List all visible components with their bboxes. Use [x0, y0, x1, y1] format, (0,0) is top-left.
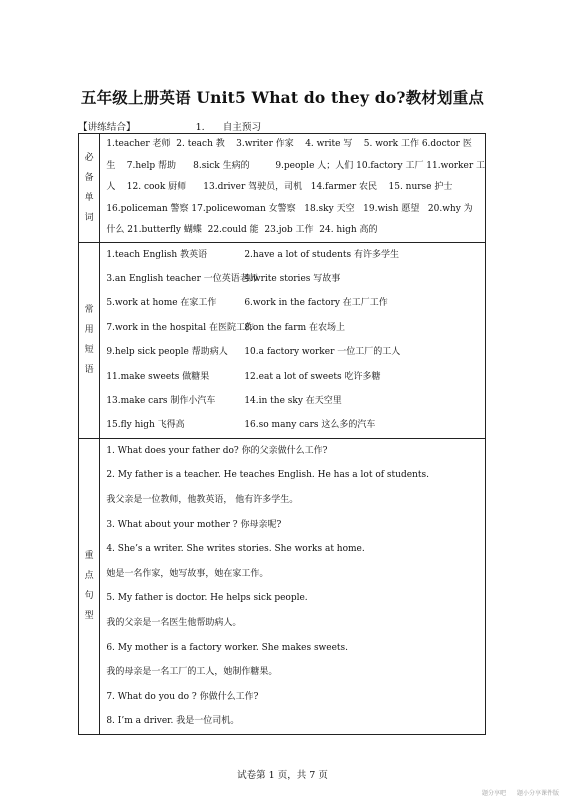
section-subheading: [78, 119, 261, 133]
vocab-line: 生 7.help 帮助 8.sick 生病的 9.people 人；人们 10.factory 工厂 11.worker 工: [106, 160, 485, 171]
phrase-item: 5.work at home 在家工作: [106, 298, 217, 309]
sentences-content: [100, 438, 486, 734]
vocab-content: [100, 134, 486, 243]
sentence-line: 1. What does your father do? 你的父亲做什么工作?: [106, 445, 328, 456]
watermark-text: 题分享吧: [482, 790, 507, 797]
phrase-item: 11.make sweets 做糖果: [106, 371, 210, 382]
phrase-item: 1.teach English 教英语: [106, 249, 208, 260]
subhead-bracket: 【讲练结合】: [78, 122, 136, 133]
sentence-line: 我的母亲是一名工厂的工人，她制作糖果。: [106, 667, 278, 678]
phrases-content: [100, 242, 486, 438]
phrase-row: [106, 316, 485, 340]
sentences-label: 重 点 句 型: [79, 438, 100, 734]
vocab-line: 1.teacher 老师 2. teach 教 3.writer 作家 4. write 写 5. work 工作 6.doctor 医: [106, 139, 472, 149]
phrase-row: [106, 291, 485, 315]
subhead-number: 1.: [195, 122, 205, 133]
vocab-label: 必 备 单 词: [79, 134, 100, 243]
phrase-row: [106, 340, 485, 364]
sentence-line: 她是一名作家，她写故事，她在家工作。: [106, 568, 269, 579]
vocab-line: 人 12. cook 厨师 13.driver 驾驶员，司机 14.farmer 农民 15. nurse 护士: [106, 182, 453, 192]
phrase-row: [106, 389, 485, 413]
sentence-line: 8. I’m a driver. 我是一位司机。: [106, 716, 240, 727]
phrase-item: 6.work in the factory 在工厂工作: [244, 298, 388, 309]
phrases-label: 常 用 短 语: [79, 242, 100, 438]
phrase-item: 12.eat a lot of sweets 吃许多糖: [244, 371, 381, 382]
phrase-item: 14.in the sky 在天空里: [244, 395, 342, 406]
phrase-item: 13.make cars 制作小汽车: [106, 395, 216, 406]
subhead-text: 自主预习: [222, 122, 262, 133]
sentence-line: 我的父亲是一名医生他帮助病人。: [106, 617, 242, 628]
phrase-row: [106, 413, 485, 437]
page-title: 五年级上册英语 Unit5 What do they do?教材划重点: [80, 88, 485, 107]
phrase-item: 3.an English teacher 一位英语老师: [106, 273, 258, 284]
key-points-table: [78, 133, 486, 735]
sentence-line: 2. My father is a teacher. He teaches English. He has a lot of students.: [106, 470, 429, 481]
phrase-item: 15.fly high 飞得高: [106, 420, 185, 431]
phrase-item: 16.so many cars 这么多的汽车: [244, 420, 376, 431]
sentence-line: 3. What about your mother ? 你母亲呢?: [106, 519, 282, 530]
phrase-item: 8.on the farm 在农场上: [244, 322, 345, 333]
phrase-item: 10.a factory worker 一位工厂的工人: [244, 347, 401, 358]
vocab-line: 什么 21.butterfly 蝴蝶 22.could 能 23.job 工作 24. high 高的: [106, 225, 378, 235]
phrases-row: [79, 242, 486, 438]
phrase-item: 4.write stories 写故事: [244, 273, 341, 284]
sentences-row: [79, 438, 486, 734]
sentence-line: 5. My father is doctor. He helps sick people.: [106, 593, 308, 604]
phrase-item: 7.work in the hospital 在医院工作: [106, 322, 254, 333]
phrase-row: [106, 243, 485, 267]
phrase-item: 9.help sick people 帮助病人: [106, 347, 228, 358]
watermark-text: 题小分享课件版: [517, 790, 560, 797]
vocab-row: [79, 134, 486, 243]
vocab-line: 16.policeman 警察 17.policewoman 女警察 18.sky 天空 19.wish 愿望 20.why 为: [106, 203, 473, 214]
page-footer: 试卷第 1 页，共 7 页: [237, 770, 328, 781]
sentence-line: 7. What do you do ? 你做什么工作?: [106, 691, 259, 702]
phrase-row: [106, 267, 485, 291]
sentence-line: 6. My mother is a factory worker. She makes sweets.: [106, 642, 349, 653]
sentence-line: 4. She’s a writer. She writes stories. She works at home.: [106, 544, 365, 555]
phrase-row: [106, 365, 485, 389]
phrase-item: 2.have a lot of students 有许多学生: [244, 249, 399, 260]
sentence-line: 我父亲是一位教师，他教英语， 他有许多学生。: [106, 494, 299, 505]
